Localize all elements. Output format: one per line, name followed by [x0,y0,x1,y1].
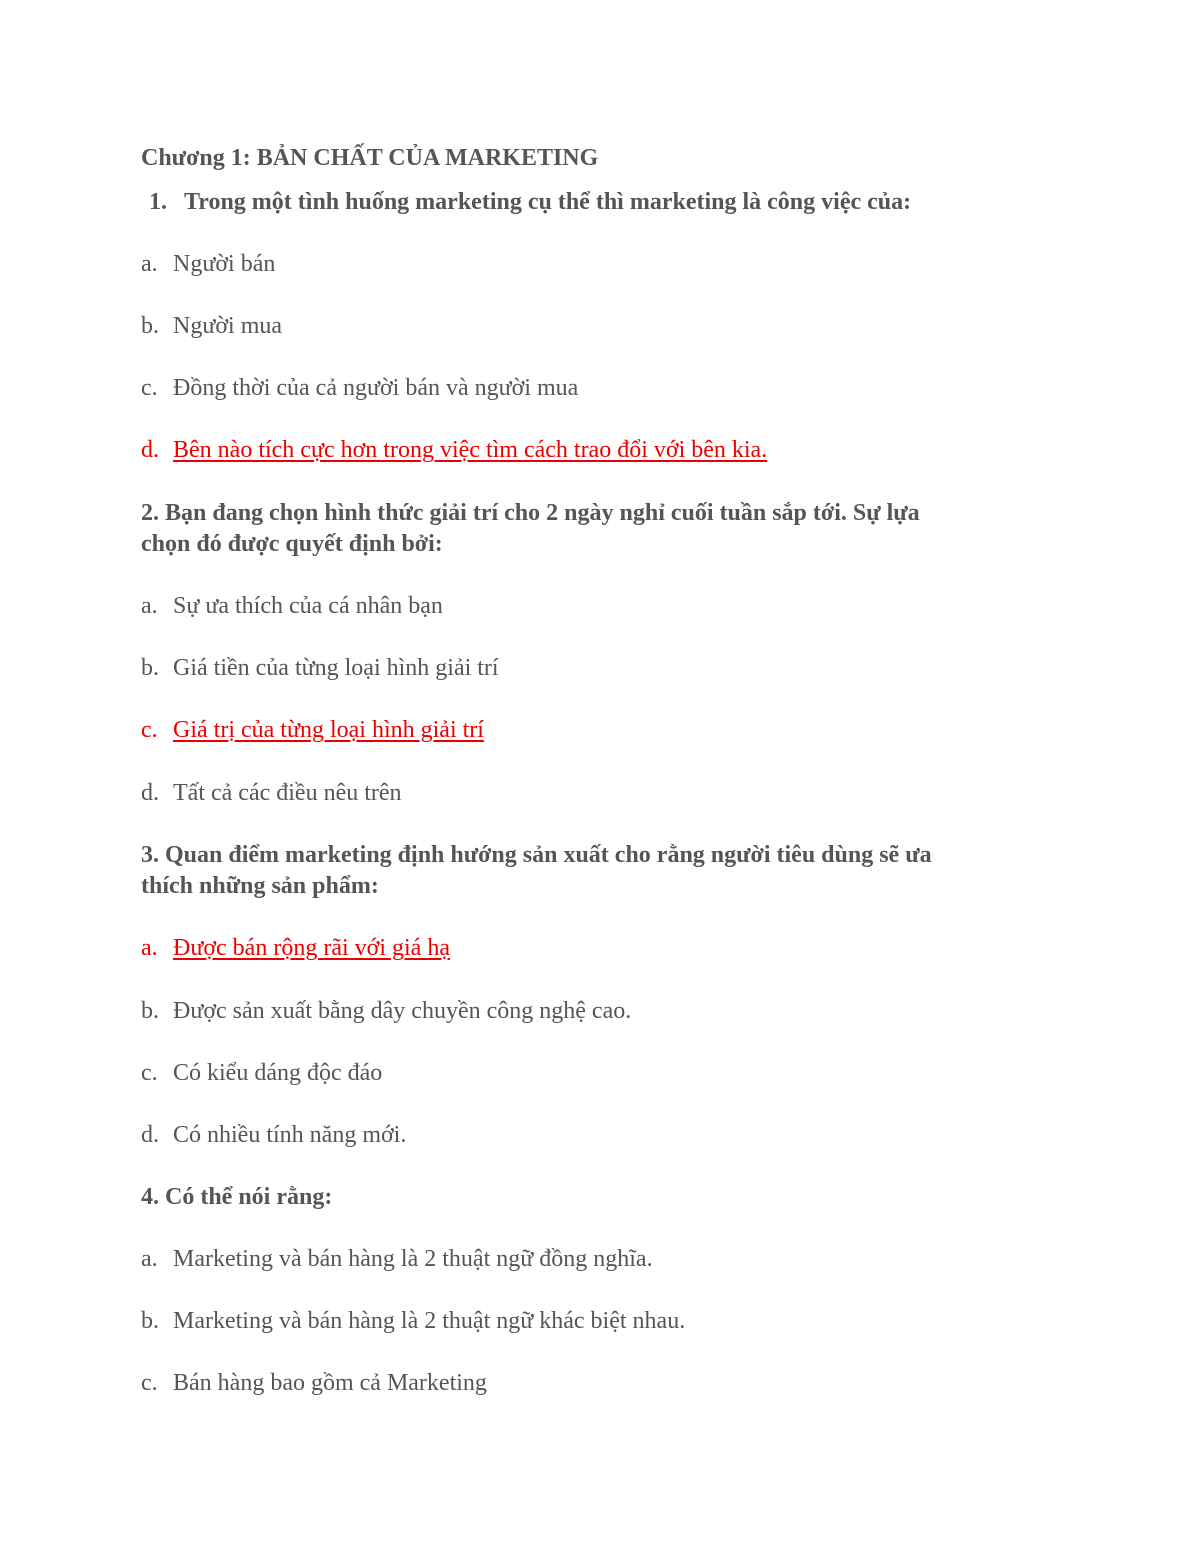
option-letter: c. [141,1370,158,1396]
option-2d [141,778,402,809]
option-letter: d. [141,437,159,463]
option-letter: a. [141,593,158,619]
option-2b [141,653,499,684]
option-letter: b. [141,313,159,339]
question-number: 2. [141,500,159,526]
option-3b [141,996,631,1027]
option-letter: d. [141,1122,159,1148]
option-text: Bên nào tích cực hơn trong việc tìm cách trao đổi với bên kia. [173,437,768,463]
option-letter: c. [141,375,158,401]
option-letter: c. [141,717,158,743]
question-4 [141,1182,332,1213]
option-2c-correct-answer [141,715,484,746]
option-1b [141,311,282,342]
question-3-line-2: thích những sản phẩm: [141,873,379,899]
option-letter: a. [141,251,158,277]
question-1 [141,187,911,218]
option-2a [141,591,443,622]
page-title: Chương 1: BẢN CHẤT CỦA MARKETING [141,145,599,171]
option-letter: b. [141,998,159,1024]
option-text: Có nhiều tính năng mới. [173,1122,407,1148]
option-text: Được sản xuất bằng dây chuyền công nghệ cao. [173,998,632,1024]
option-text: Giá tiền của từng loại hình giải trí [173,655,499,681]
option-4a [141,1244,653,1275]
option-text: Người mua [173,313,283,339]
question-text: Trong một tình huống marketing cụ thể thì marketing là công việc của: [184,189,912,215]
option-4b [141,1306,685,1337]
question-number: 1. [149,189,167,215]
question-text: Có thể nói rằng: [165,1184,333,1210]
question-text: Bạn đang chọn hình thức giải trí cho 2 ngày nghỉ cuối tuần sắp tới. Sự lựa [165,500,920,526]
option-text: Giá trị của từng loại hình giải trí [173,717,484,743]
option-3c [141,1058,382,1089]
option-text: Bán hàng bao gồm cả Marketing [173,1370,487,1396]
option-4c [141,1368,487,1399]
option-letter: c. [141,1060,158,1086]
option-1c [141,373,578,404]
option-letter: a. [141,935,158,961]
question-3-line-1 [141,840,932,871]
option-letter: a. [141,1246,158,1272]
option-letter: b. [141,655,159,681]
option-3d [141,1120,406,1151]
option-text: Sự ưa thích của cá nhân bạn [173,593,443,619]
question-2-line-2: chọn đó được quyết định bởi: [141,531,443,557]
question-number: 4. [141,1184,159,1210]
question-text: Quan điểm marketing định hướng sản xuất cho rằng người tiêu dùng sẽ ưa [165,842,932,868]
option-letter: b. [141,1308,159,1334]
question-number: 3. [141,842,159,868]
option-1d-correct-answer [141,435,767,466]
option-letter: d. [141,780,159,806]
option-text: Đồng thời của cả người bán và người mua [173,375,579,401]
option-text: Có kiểu dáng độc đáo [173,1060,383,1086]
option-1a [141,249,275,280]
option-text: Người bán [173,251,276,277]
option-text: Marketing và bán hàng là 2 thuật ngữ đồng nghĩa. [173,1246,653,1272]
option-text: Được bán rộng rãi với giá hạ [173,935,450,961]
option-text: Marketing và bán hàng là 2 thuật ngữ khác biệt nhau. [173,1308,686,1334]
option-3a-correct-answer [141,933,450,964]
question-2-line-1 [141,498,920,529]
option-text: Tất cả các điều nêu trên [173,780,402,806]
